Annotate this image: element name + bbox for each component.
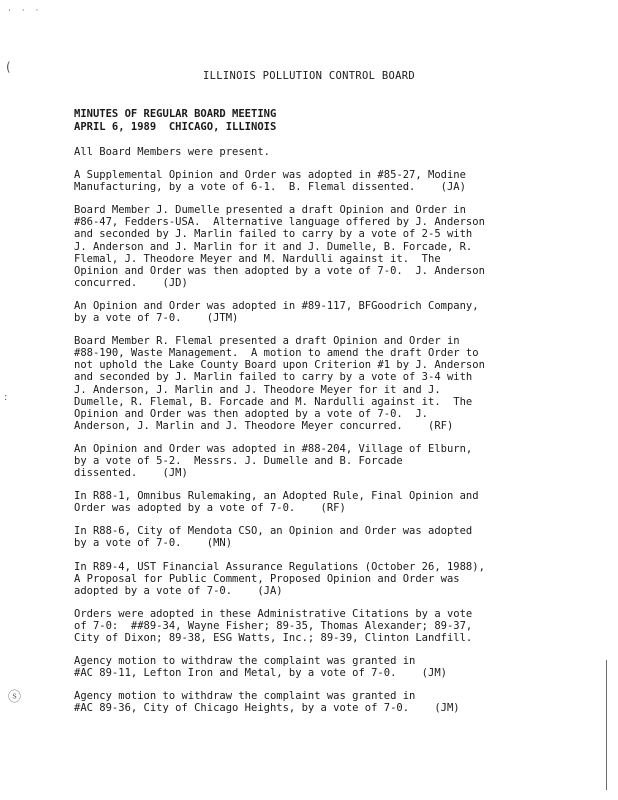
paragraph-line: J. Anderson and J. Marlin for it and J. Dumelle, B. Forcade, R. [74, 240, 473, 253]
scan-margin-mark: ⓢ [8, 690, 22, 705]
minutes-paragraph [74, 300, 594, 324]
paragraph-line: adopted by a vote of 7-0. (JA) [74, 584, 283, 597]
paragraph-line: Manufacturing, by a vote of 6-1. B. Flemal dissented. (JA) [74, 181, 466, 194]
paragraph-line: #88-190, Waste Management. A motion to amend the draft Order to [74, 347, 479, 360]
meeting-heading [74, 108, 276, 134]
paragraph-line: not uphold the Lake County Board upon Criterion #1 by J. Anderson [74, 359, 485, 372]
paragraph-line: Flemal, J. Theodore Meyer and M. Nardulli against it. The [74, 252, 441, 265]
minutes-paragraph [74, 169, 594, 193]
paragraph-line: and seconded by J. Marlin failed to carry by a vote of 3-4 with [74, 371, 473, 384]
minutes-paragraph [74, 490, 594, 514]
paragraph-line: Board Member J. Dumelle presented a draft Opinion and Order in [74, 204, 466, 217]
heading-line: MINUTES OF REGULAR BOARD MEETING [74, 108, 277, 120]
heading-line: APRIL 6, 1989 CHICAGO, ILLINOIS [74, 121, 277, 133]
minutes-paragraph [74, 525, 594, 549]
paragraph-line: Opinion and Order was then adopted by a vote of 7-0. J. [74, 407, 429, 420]
minutes-paragraph [74, 655, 594, 679]
paragraph-line: All Board Members were present. [74, 146, 270, 158]
paragraph-line: dissented. (JM) [74, 467, 188, 480]
paragraph-line: #AC 89-36, City of Chicago Heights, by a vote of 7-0. (JM) [74, 702, 460, 715]
paragraph-line: A Supplemental Opinion and Order was adopted in #85-27, Modine [74, 169, 466, 182]
paragraph-line: An Opinion and Order was adopted in #88-204, Village of Elburn, [74, 442, 473, 455]
minutes-paragraph [74, 204, 594, 289]
paragraph-line: Order was adopted by a vote of 7-0. (RF) [74, 502, 346, 515]
paragraph-line: Orders were adopted in these Administrative Citations by a vote [74, 607, 473, 620]
paragraph-line: Opinion and Order was then adopted by a vote of 7-0. J. Anderson [74, 264, 485, 277]
paragraph-line: Dumelle, R. Flemal, B. Forcade and M. Nardulli against it. The [74, 395, 473, 408]
paragraph-line: Agency motion to withdraw the complaint was granted in [74, 655, 416, 668]
minutes-paragraph [74, 561, 594, 597]
paragraph-line: A Proposal for Public Comment, Proposed Opinion and Order was [74, 572, 460, 585]
scan-speck-mark: · · · [8, 6, 43, 16]
scan-margin-mark: : [4, 392, 8, 403]
paragraph-line: Board Member R. Flemal presented a draft Opinion and Order in [74, 335, 460, 348]
paragraph-line: City of Dixon; 89-38, ESG Watts, Inc.; 89-39, Clinton Landfill. [74, 632, 473, 644]
minutes-paragraph [74, 443, 594, 479]
minutes-body [74, 146, 594, 725]
scan-edge-line [606, 660, 607, 790]
paragraph-line: In R88-1, Omnibus Rulemaking, an Adopted Rule, Final Opinion and [74, 490, 479, 503]
paragraph-line: by a vote of 7-0. (JTM) [74, 312, 239, 325]
paragraph-line: of 7-0: ##89-34, Wayne Fisher; 89-35, Thomas Alexander; 89-37, [74, 619, 473, 632]
minutes-paragraph [74, 690, 594, 714]
paragraph-line: #86-47, Fedders-USA. Alternative language offered by J. Anderson [74, 216, 485, 229]
paragraph-line: Anderson, J. Marlin and J. Theodore Meyer concurred. (RF) [74, 419, 454, 432]
minutes-paragraph [74, 608, 594, 644]
paragraph-line: Agency motion to withdraw the complaint was granted in [74, 690, 416, 703]
paragraph-line: J. Anderson, J. Marlin and J. Theodore Meyer for it and J. [74, 383, 441, 396]
paragraph-line: concurred. (JD) [74, 276, 188, 289]
scan-margin-mark: ( [6, 60, 11, 74]
minutes-paragraph [74, 335, 594, 432]
paragraph-line: and seconded by J. Marlin failed to carry by a vote of 2-5 with [74, 228, 473, 241]
paragraph-line: by a vote of 5-2. Messrs. J. Dumelle and B. Forcade [74, 454, 403, 467]
paragraph-line: #AC 89-11, Lefton Iron and Metal, by a vote of 7-0. (JM) [74, 667, 447, 680]
document-title: ILLINOIS POLLUTION CONTROL BOARD [203, 70, 415, 82]
paragraph-line: An Opinion and Order was adopted in #89-117, BFGoodrich Company, [74, 299, 479, 312]
paragraph-line: by a vote of 7-0. (MN) [74, 537, 233, 550]
paragraph-line: In R88-6, City of Mendota CSO, an Opinion and Order was adopted [74, 525, 473, 538]
minutes-paragraph [74, 146, 594, 158]
paragraph-line: In R89-4, UST Financial Assurance Regulations (October 26, 1988), [74, 560, 485, 573]
